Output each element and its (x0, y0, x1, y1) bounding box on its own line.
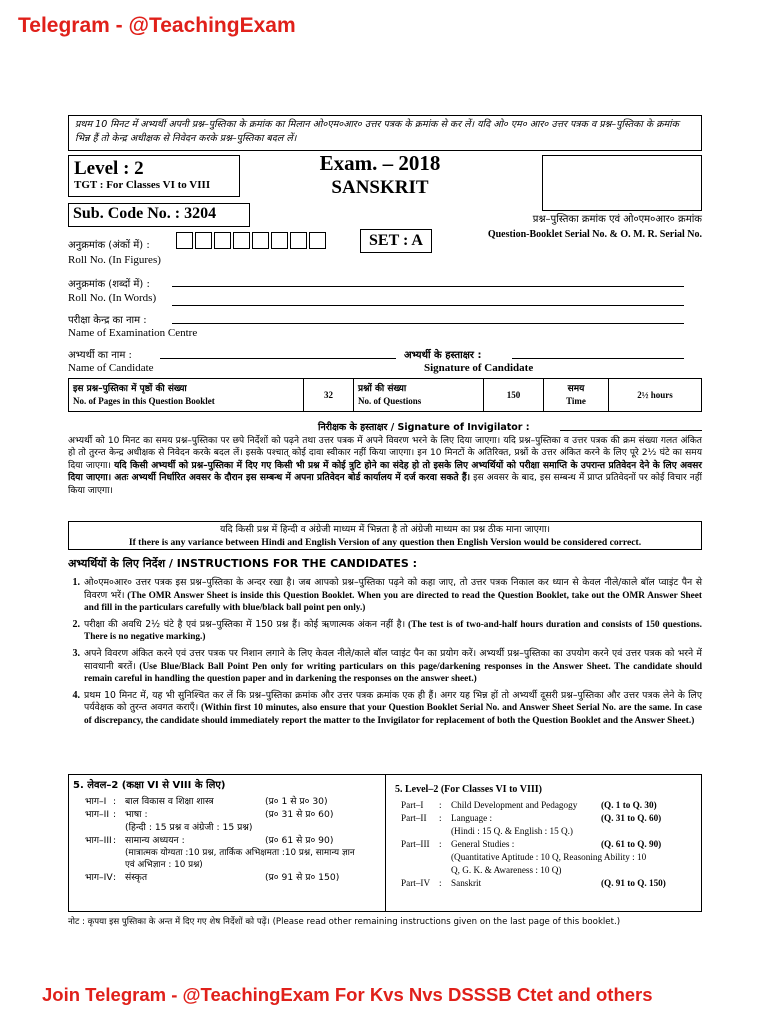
instruction-text (84, 648, 702, 686)
level-en-row: Part–I : Child Development and Pedagogy (Q. 1 to Q. 30) (401, 800, 657, 810)
set-box: SET : A (360, 229, 432, 253)
roll-words-line[interactable] (172, 286, 684, 287)
roll-digit-box[interactable] (290, 232, 307, 249)
instruction-item (68, 577, 702, 615)
exam-subject: SANSKRIT (331, 177, 429, 198)
level-hi-row: भाग–I : बाल विकास व शिक्षा शास्त्र (प्र० 1 से प्र० 30) (85, 796, 328, 807)
level-breakdown-box (68, 774, 702, 912)
level-en-row: Part–II : Language : (Q. 31 to Q. 60) (401, 813, 662, 823)
invigilator-line[interactable] (560, 430, 702, 431)
level-english (395, 783, 697, 890)
roll-digit-box[interactable] (176, 232, 193, 249)
note-line: नोट : कृपया इस पुस्तिका के अन्त में दिए गए शेष निर्देशों को पढ़ें। (Please read other remaining instructions given on the last page of this booklet.) (68, 917, 621, 927)
level-subtitle: TGT : For Classes VI to VIII (74, 179, 211, 191)
pages-value: 32 (304, 379, 354, 412)
instruction-item (68, 648, 702, 686)
exam-heading (290, 150, 470, 200)
level-en-title: 5. Level–2 (For Classes VI to VIII) (395, 784, 542, 795)
centre-label-en: Name of Examination Centre (68, 327, 198, 339)
instructions-title: अभ्यर्थियों के लिए निर्देश / INSTRUCTIONS FOR THE CANDIDATES : (68, 557, 418, 570)
level-title: Level : 2 (74, 158, 144, 179)
telegram-header: Telegram - @TeachingExam (18, 14, 296, 37)
instruction-hi: परीक्षा की अवधि 2½ घंटे है एवं प्रश्न–पुस्तिका में 150 प्रश्न हैं। कोई ऋणात्मक अंकन नहीं है। (84, 618, 406, 630)
signature-label-en: Signature of Candidate (424, 362, 534, 374)
variance-hi: यदि किसी प्रश्न में हिन्दी व अंग्रेजी माध्यम में भिन्नता है तो अंग्रेजी माध्यम का प्रश्न ठीक माना जाएगा। (219, 524, 551, 535)
roll-figures-boxes[interactable] (176, 231, 328, 249)
instruction-number: 3. (72, 647, 80, 659)
time-label-en: Time (566, 396, 586, 406)
summary-table (68, 378, 702, 412)
para-hi-1: अभ्यर्थी को 10 मिनट का समय प्रश्न–पुस्तिका पर छपे निर्देशों को पढ़ने तथा उत्तर पत्रक में अपने विवरण भरने के लिए दिया जाएगा। यदि प्रश्न–पुस्तिका व उत्तर पत्रक की क्रम संख्या गलत अंकित हो तो तुरन्त केन्द्र अधीक्षक से निवेदन करके बदल लें। इसके पश्चात् कोई दावा स्वीकार नहीं किया जाएगा। इन 10 मिनटों के अतिरिक्त, प्रश्नों के उत्तर अंकित करने के लिए पूरे 2½ घंटे का समय दिया जाएगा। (68, 436, 702, 471)
pages-label-hi: इस प्रश्न–पुस्तिका में पृष्ठों की संख्या (73, 384, 187, 394)
signature-line[interactable] (512, 358, 684, 359)
time-label-hi: समय (567, 384, 585, 394)
instruction-text (84, 619, 702, 644)
instruction-number: 1. (72, 577, 80, 588)
hindi-instructions-paragraph (68, 435, 702, 497)
instruction-en: (The OMR Answer Sheet is inside this Question Booklet. When you are directed to read the Question Booklet, take out the OMR Answer Sheet and fill in the particulars carefully with blue/black ball point pen only.) (84, 590, 703, 614)
roll-digit-box[interactable] (195, 232, 212, 249)
roll-figures-label-hi: अनुक्रमांक (अंकों में) : (68, 240, 150, 251)
instruction-text (84, 690, 702, 728)
instruction-item (68, 619, 702, 644)
instruction-item (68, 690, 702, 728)
roll-digit-box[interactable] (309, 232, 326, 249)
instruction-hi: ओ०एम०आर० उत्तर पत्रक इस प्रश्न–पुस्तिका के अन्दर रखा है। जब आपको प्रश्न–पुस्तिका पढ़ने को कहा जाए, तो उत्तर पत्रक निकाल कर ध्यान से केवल नीले/काले बॉल प्वाइंट पैन से विवरण भरें। (84, 577, 702, 601)
level-en-row: (Hindi : 15 Q. & English : 15 Q.) (451, 826, 573, 836)
time-label (544, 379, 609, 412)
level-hi-row: भाग–IV : संस्कृत (प्र० 91 से प्र० 150) (85, 872, 340, 883)
instruction-text (84, 577, 702, 615)
name-line[interactable] (160, 358, 396, 359)
roll-words-label-hi: अनुक्रमांक (शब्दों में) : (68, 279, 150, 290)
level-hi-row: (हिन्दी : 15 प्रश्न व अंग्रेजी : 15 प्रश्न) (125, 822, 253, 833)
sub-code-box: Sub. Code No. : 3204 (68, 203, 250, 227)
serial-label-hindi: प्रश्न–पुस्तिका क्रमांक एवं ओ०एम०आर० क्रमांक (532, 214, 702, 225)
pages-label-en: No. of Pages in this Question Booklet (73, 396, 215, 406)
centre-label-hi: परीक्षा केन्द्र का नाम : (68, 315, 147, 326)
level-hi-row: (मात्रात्मक योग्यता :10 प्रश्न, तार्किक अभिक्षमता :10 प्रश्न, सामान्य ज्ञान एवं अभिज्ञान : 10 प्रश्न) (125, 848, 355, 870)
level-divider (385, 775, 386, 911)
roll-words-label-en: Roll No. (In Words) (68, 292, 157, 304)
level-box (68, 155, 240, 197)
questions-label (354, 379, 484, 412)
instructions-list (68, 577, 702, 728)
variance-en: If there is any variance between Hindi and English Version of any question then English Version would be considered correct. (128, 537, 642, 548)
serial-label-english: Question-Booklet Serial No. & O. M. R. Serial No. (487, 229, 702, 240)
instruction-hi: प्रथम 10 मिनट में, यह भी सुनिश्चित कर लें कि प्रश्न–पुस्तिका क्रमांक और उत्तर पत्रक क्रमांक एक ही हैं। अगर यह भिन्न हों तो अभ्यर्थी दूसरी प्रश्न–पुस्तिका और उत्तर पत्रक लेने के लिए पर्यवेक्षक को तुरन्त अवगत कराएँ। (84, 689, 702, 714)
name-label-en: Name of Candidate (68, 362, 154, 374)
signature-label-hi: अभ्यर्थी के हस्ताक्षर : (404, 350, 482, 361)
para-hi-3: इस अवसर के बाद, इस सम्बन्ध में प्राप्त प्रतिवेदनों पर कोई विचार नहीं किया जाएगा। (68, 473, 702, 496)
level-hindi (73, 779, 381, 884)
roll-digit-box[interactable] (252, 232, 269, 249)
telegram-footer: Join Telegram - @TeachingExam For Kvs Nvs DSSSB Ctet and others (42, 984, 653, 1005)
top-notice: प्रथम 10 मिनट में अभ्यर्थी अपनी प्रश्न–पुस्तिका के क्रमांक का मिलान ओ०एम०आर० उत्तर पत्रक के क्रमांक से कर लें। यदि ओ० एम० आर० उत्तर पत्रक व प्रश्न–पुस्तिका के क्रमांक भिन्न हैं तो केन्द्र अधीक्षक से निवेदन करके प्रश्न–पुस्तिका बदल लें। (68, 115, 702, 151)
questions-label-en: No. of Questions (358, 396, 422, 406)
instruction-number: 2. (72, 618, 80, 630)
instruction-hi: अपने विवरण अंकित करने एवं उत्तर पत्रक पर निशान लगाने के लिए केवल नीले/काले बॉल प्वाइंट पैन का प्रयोग करें। अभ्यर्थी प्रश्न–पुस्तिका का उपयोग करने एवं उत्तर पत्रक को भरने में सावधानी बरतें। (84, 647, 702, 672)
level-hi-title: 5. लेवल–2 (कक्षा VI से VIII के लिए) (73, 780, 226, 791)
level-hi-row: भाग–III : सामान्य अध्ययन : (प्र० 61 से प्र० 90) (85, 835, 334, 846)
invigilator-label: निरीक्षक के हस्ताक्षर / Signature of Invigilator : (318, 422, 530, 433)
centre-line[interactable] (172, 323, 684, 324)
pages-label (69, 379, 304, 412)
instruction-en: (Use Blue/Black Ball Point Pen only for writing particulars on this page/darkening responses in the Answer Sheet. The candidate should remain careful in handling the question paper and in darkening the responses on the answer sheet.) (84, 661, 703, 685)
variance-notice (68, 521, 702, 550)
level-en-row: Part–IV : Sanskrit (Q. 91 to Q. 150) (401, 878, 666, 888)
level-en-row: Part–III : General Studies : (Q. 61 to Q. 90) (401, 839, 662, 849)
time-value: 2½ hours (609, 379, 702, 412)
roll-words-line-2[interactable] (172, 305, 684, 306)
instruction-en: (The test is of two-and-half hours duration and consists of 150 questions. There is no negative marking.) (84, 619, 702, 643)
questions-label-hi: प्रश्नों की संख्या (358, 384, 407, 394)
exam-title: Exam. – 2018 (319, 151, 441, 175)
level-en-row: (Quantitative Aptitude : 10 Q, Reasoning Ability : 10 Q, G. K. & Awareness : 10 Q) (451, 852, 647, 875)
roll-digit-box[interactable] (233, 232, 250, 249)
instruction-number: 4. (72, 689, 80, 701)
instruction-en: (Within first 10 minutes, also ensure that your Question Booklet Serial No. and Answer Sheet Serial No. are the same. In case of discrepancy, the candidate should immediately report the matter to the Invigilator for replacement of both the Question Booklet and the Answer Sheet.) (84, 703, 703, 726)
questions-value: 150 (484, 379, 544, 412)
level-hi-row: भाग–II : भाषा : (प्र० 31 से प्र० 60) (85, 809, 334, 820)
roll-figures-label-en: Roll No. (In Figures) (68, 254, 161, 266)
roll-digit-box[interactable] (214, 232, 231, 249)
serial-number-box (542, 155, 702, 211)
name-label-hi: अभ्यर्थी का नाम : (68, 350, 132, 361)
para-hi-2: यदि किसी अभ्यर्थी को प्रश्न–पुस्तिका में दिए गए किसी भी प्रश्न में कोई त्रुटि होने का संदेह हो तो इसके लिए अभ्यर्थियों को परीक्षा समाप्ति के उपरान्त प्रतिवेदन देने के लिए अवसर दिया जाएगा। अतः अभ्यर्थी निर्धारित अवसर के दौरान इस सम्बन्ध में अपना प्रतिवेदन बोर्ड कार्यालय में दर्ज करवा सकते हैं। (68, 460, 702, 484)
roll-digit-box[interactable] (271, 232, 288, 249)
